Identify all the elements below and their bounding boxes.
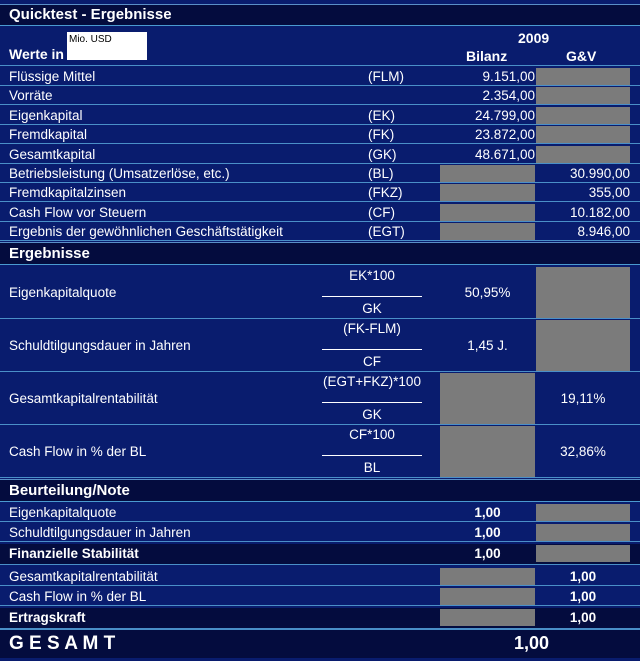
formula-denominator: BL [363,460,381,475]
rating-row [0,503,640,522]
rating-label: Gesamtkapitalrentabilität [9,569,158,584]
input-abbr: (FK) [368,127,395,143]
input-abbr: (CF) [368,204,395,220]
results-title: Ergebnisse [9,245,90,262]
input-row [0,106,640,125]
guv-value[interactable]: 30.990,00 [569,166,630,181]
result-row [0,319,640,372]
col-guv-header: G&V [566,48,597,64]
rating-row [0,567,640,586]
empty-cell [440,184,535,201]
input-row [0,203,640,222]
results-section-header [0,242,640,265]
input-abbr: (GK) [368,146,397,162]
guv-value[interactable]: 8.946,00 [577,224,630,240]
total-row [0,629,640,658]
input-abbr: (EK) [368,107,395,123]
unit-box[interactable] [67,32,147,60]
formula-numerator: EK*100 [349,268,395,283]
empty-cell [536,267,630,318]
input-row [0,86,640,105]
total-label: G E S A M T [9,633,116,654]
rating-label: Ertragskraft [9,610,86,625]
result-label: Cash Flow in % der BL [9,444,147,459]
rating-bilanz-value: 1,00 [474,505,501,520]
formula-numerator: (FK-FLM) [343,321,401,336]
rating-row [0,523,640,542]
formula-line [322,455,422,456]
empty-cell [536,504,630,521]
bilanz-value[interactable]: 9.151,00 [482,69,535,84]
empty-cell [536,107,630,124]
result-row [0,266,640,319]
formula-denominator: GK [362,301,382,316]
unit-box-text: Mio. USD [69,34,112,45]
bilanz-value[interactable]: 48.671,00 [474,146,535,162]
rating-section-header [0,479,640,502]
header-area [0,26,640,66]
result-row [0,425,640,478]
result-bilanz-value: 1,45 J. [467,338,508,353]
rating-summary-row [0,608,640,629]
empty-cell [536,320,630,371]
werte-label: Werte in [9,46,64,62]
input-abbr: (FKZ) [368,185,403,201]
bilanz-value[interactable]: 24.799,00 [474,107,535,123]
guv-value[interactable]: 10.182,00 [569,204,630,220]
rating-row [0,587,640,606]
page-title: Quicktest - Ergebnisse [9,6,172,23]
formula-denominator: CF [363,354,381,369]
rating-bilanz-value: 1,00 [474,546,501,561]
empty-cell [440,204,535,221]
empty-cell [440,165,535,182]
result-label: Schuldtilgungsdauer in Jahren [9,338,191,353]
formula-denominator: GK [362,407,382,422]
input-row [0,145,640,164]
input-label: Fremdkapital [9,127,88,143]
rating-label: Schuldtilgungsdauer in Jahren [9,525,191,540]
input-abbr: (EGT) [368,224,405,240]
rating-guv-value: 1,00 [569,589,597,604]
input-row [0,125,640,144]
formula-line [322,296,422,297]
input-row [0,183,640,202]
rating-label: Finanzielle Stabilität [9,546,139,561]
title-bar [0,4,640,26]
input-label: Betriebsleistung (Umsatzerlöse, etc.) [9,166,230,181]
input-label: Vorräte [9,88,53,104]
result-label: Gesamtkapitalrentabilität [9,391,158,406]
empty-cell [440,223,535,240]
result-bilanz-value: 50,95% [464,285,511,300]
rating-label: Cash Flow in % der BL [9,589,147,604]
rating-guv-value: 1,00 [569,610,597,625]
input-row [0,67,640,86]
empty-cell [536,146,630,163]
input-label: Fremdkapitalzinsen [9,185,127,201]
formula-line [322,349,422,350]
input-abbr: (FLM) [368,69,404,84]
formula-numerator: (EGT+FKZ)*100 [323,374,421,389]
rating-title: Beurteilung/Note [9,482,130,499]
col-bilanz-header: Bilanz [466,48,508,64]
input-label: Eigenkapital [9,107,83,123]
guv-value[interactable]: 355,00 [588,185,630,201]
result-row [0,372,640,425]
input-abbr: (BL) [368,166,394,181]
input-label: Cash Flow vor Steuern [9,204,147,220]
year-label: 2009 [518,30,550,46]
formula-numerator: CF*100 [349,427,395,442]
result-label: Eigenkapitalquote [9,285,117,300]
empty-cell [536,524,630,541]
bilanz-value[interactable]: 23.872,00 [474,127,535,143]
input-label: Flüssige Mittel [9,69,96,84]
rating-label: Eigenkapitalquote [9,505,117,520]
input-row [0,164,640,183]
input-row [0,222,640,241]
empty-cell [536,545,630,562]
empty-cell [536,126,630,143]
rating-bilanz-value: 1,00 [474,525,501,540]
result-guv-value: 32,86% [560,444,606,459]
rating-summary-row [0,544,640,565]
rating-guv-value: 1,00 [569,569,597,584]
empty-cell [440,426,535,477]
empty-cell [536,68,630,85]
empty-cell [440,568,535,585]
empty-cell [440,588,535,605]
empty-cell [536,87,630,104]
result-guv-value: 19,11% [560,391,606,406]
input-label: Gesamtkapital [9,146,96,162]
total-value: 1,00 [514,633,550,653]
empty-cell [440,609,535,626]
input-label: Ergebnis der gewöhnlichen Geschäftstätigkeit [9,224,283,240]
formula-line [322,402,422,403]
empty-cell [440,373,535,424]
bilanz-value[interactable]: 2.354,00 [482,88,535,104]
